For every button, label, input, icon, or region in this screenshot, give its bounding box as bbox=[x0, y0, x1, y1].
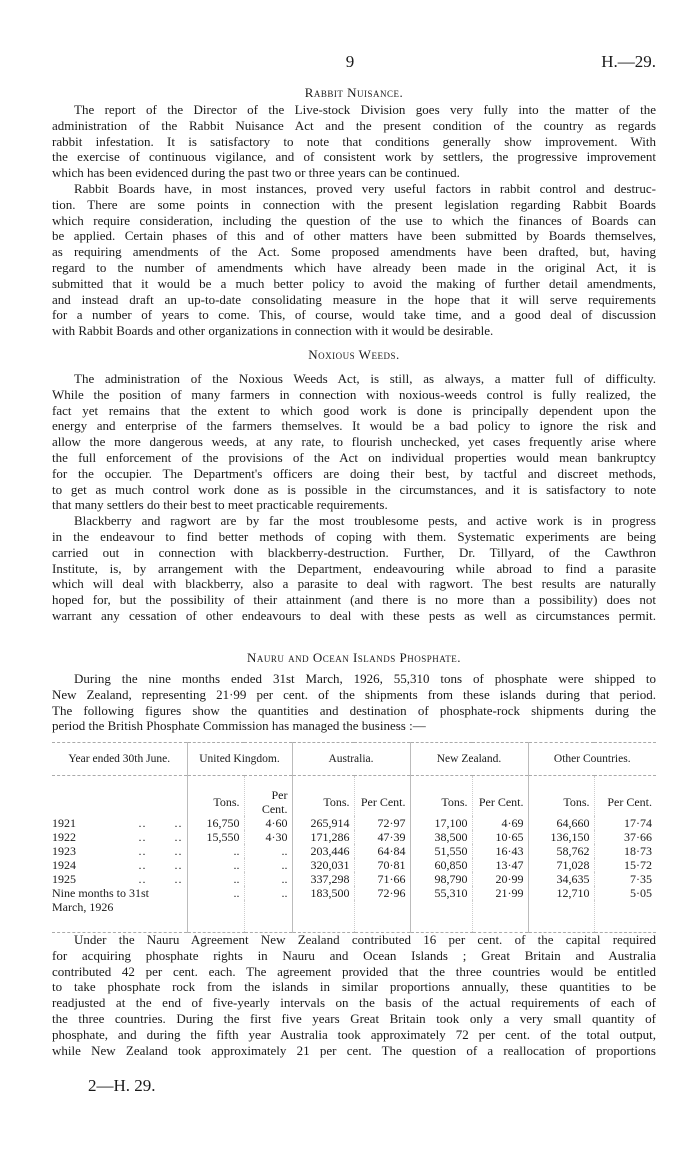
unit-label-percent: Per Cent. bbox=[244, 776, 292, 817]
paragraph bbox=[52, 102, 656, 181]
year-cell bbox=[52, 872, 187, 886]
text-line: and instead draft an up-to-date consolidating measure in the hope that it will serve requirements bbox=[52, 291, 656, 307]
unit-label-percent: Per Cent. bbox=[354, 776, 410, 817]
footer-reference: 2—H. 29. bbox=[88, 1076, 156, 1095]
year-label: 1922 bbox=[52, 830, 76, 844]
text-line: which will deal with blackberry, also a parasite to deal with ragwort. The best results are naturally bbox=[52, 576, 656, 592]
percent-cell: 4·69 bbox=[472, 816, 528, 830]
section-heading-rabbit-nuisance: Rabbit Nuisance. bbox=[304, 85, 404, 100]
tons-cell: 58,762 bbox=[528, 844, 594, 858]
column-header-australia: Australia. bbox=[292, 743, 410, 776]
table-row bbox=[52, 844, 656, 858]
text-line: fact yet remains that the extent to which good work is done is principally dependent upon the bbox=[52, 402, 656, 418]
table-row bbox=[52, 858, 656, 872]
unit-label-percent: Per Cent. bbox=[594, 776, 656, 817]
percent-cell: .. bbox=[244, 886, 292, 900]
text-line: Rabbit Boards have, in most instances, proved very useful factors in rabbit control and destruc- bbox=[74, 180, 656, 196]
percent-cell: 4·30 bbox=[244, 830, 292, 844]
text-line: The report of the Director of the Live-stock Division goes very fully into the matter of the bbox=[74, 102, 656, 117]
table-row bbox=[52, 872, 656, 886]
text-line: tion. There are some points in connection with the present legislation regarding Rabbit Boards bbox=[52, 196, 656, 212]
percent-cell: .. bbox=[244, 858, 292, 872]
text-line: New Zealand, representing 21·99 per cent. of the shipments from these islands during that period. bbox=[52, 686, 656, 702]
text-line: allow the more dangerous weeds, at any rate, to flourish unchecked, yet cases frequently arise where bbox=[52, 434, 656, 450]
tons-cell: 337,298 bbox=[292, 872, 354, 886]
text-line: period the British Phosphate Commission has managed the business :— bbox=[52, 718, 426, 734]
text-line: the three countries. During the first five years Great Britain took only a very small quantity of bbox=[52, 1010, 656, 1026]
section-body-noxious-weeds bbox=[52, 371, 656, 624]
tons-cell: 71,028 bbox=[528, 858, 594, 872]
leader-dots: .. .. bbox=[138, 830, 183, 844]
column-header-other-countries: Other Countries. bbox=[528, 743, 656, 776]
text-line: The administration of the Noxious Weeds Act, is still, as always, a matter full of difficulty. bbox=[74, 371, 656, 386]
paragraph bbox=[52, 371, 656, 513]
tons-cell: 320,031 bbox=[292, 858, 354, 872]
text-line: administration of the Rabbit Nuisance Act and the present condition of the country as regards bbox=[52, 117, 656, 133]
percent-cell: 17·74 bbox=[594, 816, 656, 830]
leader-dots: .. .. bbox=[138, 872, 183, 886]
tons-cell: 60,850 bbox=[410, 858, 472, 872]
empty-cell bbox=[594, 900, 656, 933]
table-header-row bbox=[52, 743, 656, 776]
text-line: Under the Nauru Agreement New Zealand contributed 16 per cent. of the capital required bbox=[74, 932, 656, 947]
text-line: the full enforcement of the provisions of the Act on individual properties would mean bankruptcy bbox=[52, 449, 656, 465]
tons-cell: 203,446 bbox=[292, 844, 354, 858]
percent-cell: 70·81 bbox=[354, 858, 410, 872]
text-line: the exercise of continuous vigilance, and of consistent work by settlers, the progressive improvement bbox=[52, 149, 656, 165]
percent-cell: .. bbox=[244, 844, 292, 858]
percent-cell: 64·84 bbox=[354, 844, 410, 858]
year-cell bbox=[52, 816, 187, 830]
percent-cell: 5·05 bbox=[594, 886, 656, 900]
table-row bbox=[52, 830, 656, 844]
paragraph bbox=[52, 932, 656, 1058]
empty-cell bbox=[244, 900, 292, 933]
percent-cell: 21·99 bbox=[472, 886, 528, 900]
tons-cell: 98,790 bbox=[410, 872, 472, 886]
percent-cell: 71·66 bbox=[354, 872, 410, 886]
year-label: 1921 bbox=[52, 816, 76, 830]
document-reference: H.—29. bbox=[601, 52, 656, 71]
column-header-united-kingdom: United Kingdom. bbox=[187, 743, 292, 776]
paragraph bbox=[52, 181, 656, 339]
section-body-phosphate bbox=[52, 671, 656, 734]
empty-cell bbox=[410, 900, 472, 933]
text-line: readjusted at the end of five-yearly intervals on the basis of the actual requirements of each of bbox=[52, 995, 656, 1011]
text-line: contributed 42 per cent. each. The agreement provided that the three countries would be entitled bbox=[52, 963, 656, 979]
table-row-continuation bbox=[52, 900, 656, 933]
text-line: hoped for, but the possibility of their attainment (and there is no more than a possibility) does not bbox=[52, 592, 656, 608]
percent-cell: 15·72 bbox=[594, 858, 656, 872]
text-line: Institute, is, by arrangement with the Department, endeavouring while abroad to find a parasite bbox=[52, 560, 656, 576]
tons-cell: 12,710 bbox=[528, 886, 594, 900]
year-label: 1925 bbox=[52, 872, 76, 886]
text-line: During the nine months ended 31st March, 1926, 55,310 tons of phosphate were shipped to bbox=[74, 671, 656, 686]
percent-cell: 10·65 bbox=[472, 830, 528, 844]
text-line: which has been evidenced during the past two or three years can be continued. bbox=[52, 165, 460, 181]
column-header-new-zealand: New Zealand. bbox=[410, 743, 528, 776]
leader-dots: .. .. bbox=[138, 816, 183, 830]
units-row bbox=[52, 776, 656, 817]
unit-label-tons: Tons. bbox=[292, 776, 354, 817]
page-number: 9 bbox=[345, 52, 355, 71]
empty-cell bbox=[472, 900, 528, 933]
tons-cell: 17,100 bbox=[410, 816, 472, 830]
table-row bbox=[52, 816, 656, 830]
paragraph bbox=[52, 671, 656, 734]
tons-cell: .. bbox=[187, 858, 244, 872]
table-row bbox=[52, 886, 656, 900]
text-line: warrant any cessation of other endeavours to deal with these pests as well as circumstances permit. bbox=[52, 607, 656, 623]
percent-cell: 72·97 bbox=[354, 816, 410, 830]
text-line: as requiring amendments of the Act. Some proposed amendments have been drafted, but, having bbox=[52, 244, 656, 260]
tons-cell: 15,550 bbox=[187, 830, 244, 844]
percent-cell: 13·47 bbox=[472, 858, 528, 872]
percent-cell: 7·35 bbox=[594, 872, 656, 886]
text-line: regard to the number of amendments which have already been made in the original Act, it is bbox=[52, 259, 656, 275]
text-line: for the occupier. The Department's officers are doing their best, by tactful and discreet methods, bbox=[52, 465, 656, 481]
percent-cell: 16·43 bbox=[472, 844, 528, 858]
empty-cell bbox=[528, 900, 594, 933]
leader-dots: .. .. bbox=[138, 858, 183, 872]
tons-cell: 171,286 bbox=[292, 830, 354, 844]
text-line: for a number of years to come. This, of course, would take time, and a good deal of discussion bbox=[52, 307, 656, 323]
tons-cell: 34,635 bbox=[528, 872, 594, 886]
tons-cell: 136,150 bbox=[528, 830, 594, 844]
text-line: with Rabbit Boards and other organizations in connection with it would be desirable. bbox=[52, 323, 494, 339]
tons-cell: 265,914 bbox=[292, 816, 354, 830]
tons-cell: 64,660 bbox=[528, 816, 594, 830]
text-line: phosphate, and during the fifth year Australia took approximately 72 per cent. of the total output, bbox=[52, 1026, 656, 1042]
leader-dots: .. .. bbox=[138, 844, 183, 858]
year-cell bbox=[52, 858, 187, 872]
text-line: to get as much control work done as is possible in the circumstances, and it is satisfactory to note bbox=[52, 481, 656, 497]
text-line: energy and enterprise of the farmers themselves. It would be a bad policy to ignore the risk and bbox=[52, 418, 656, 434]
tons-cell: 183,500 bbox=[292, 886, 354, 900]
empty-cell bbox=[292, 900, 354, 933]
year-cell bbox=[52, 830, 187, 844]
text-line: Blackberry and ragwort are by far the most troublesome pests, and active work is in progress bbox=[74, 513, 656, 529]
text-line: that many settlers do their best to meet practicable requirements. bbox=[52, 497, 388, 513]
text-line: The following figures show the quantities and destination of phosphate-rock shipments during the bbox=[52, 702, 656, 718]
percent-cell: 72·96 bbox=[354, 886, 410, 900]
tons-cell: 51,550 bbox=[410, 844, 472, 858]
unit-label-tons: Tons. bbox=[528, 776, 594, 817]
percent-cell: 20·99 bbox=[472, 872, 528, 886]
unit-label-percent: Per Cent. bbox=[472, 776, 528, 817]
text-line: to take phosphate rock from the islands in similar proportions annually, these quantities to be bbox=[52, 979, 656, 995]
percent-cell: 37·66 bbox=[594, 830, 656, 844]
percent-cell: 4·60 bbox=[244, 816, 292, 830]
text-line: carried out in connection with blackberry-destruction. Further, Dr. Tillyard, of the Cawthron bbox=[52, 544, 656, 560]
text-line: for acquiring phosphate rights in Nauru and Ocean Islands ; Great Britain and Australia bbox=[52, 947, 656, 963]
tons-cell: .. bbox=[187, 844, 244, 858]
text-line: submitted that it would be a much better policy to avoid the making of further detail amendments, bbox=[52, 275, 656, 291]
section-body-nauru-agreement bbox=[52, 932, 656, 1058]
year-cell bbox=[52, 886, 187, 900]
text-line: while New Zealand took approximately 21 per cent. The question of a reallocation of proportions bbox=[52, 1042, 656, 1058]
tons-cell: 38,500 bbox=[410, 830, 472, 844]
text-line: in the endeavour to find better methods of coping with them. Systematic experiments are being bbox=[52, 528, 656, 544]
text-line: which require consideration, including the question of the use to which the finances of Boards can bbox=[52, 212, 656, 228]
year-label: 1924 bbox=[52, 858, 76, 872]
tons-cell: .. bbox=[187, 886, 244, 900]
phosphate-shipments-table bbox=[52, 742, 656, 933]
unit-label-tons: Tons. bbox=[187, 776, 244, 817]
year-label: 1923 bbox=[52, 844, 76, 858]
empty-cell bbox=[187, 900, 244, 933]
text-line: rabbit infestation. It is satisfactory to note that conditions generally show improvement. With bbox=[52, 133, 656, 149]
section-heading-noxious-weeds: Noxious Weeds. bbox=[308, 347, 400, 362]
tons-cell: 16,750 bbox=[187, 816, 244, 830]
units-spacer bbox=[52, 776, 187, 817]
percent-cell: 47·39 bbox=[354, 830, 410, 844]
year-label: Nine months to 31st bbox=[52, 886, 150, 900]
tons-cell: 55,310 bbox=[410, 886, 472, 900]
section-heading-phosphate: Nauru and Ocean Islands Phosphate. bbox=[246, 650, 462, 665]
paragraph bbox=[52, 513, 656, 624]
percent-cell: 18·73 bbox=[594, 844, 656, 858]
year-cell bbox=[52, 844, 187, 858]
column-header-year: Year ended 30th June. bbox=[52, 743, 187, 776]
empty-cell bbox=[354, 900, 410, 933]
section-body-rabbit-nuisance bbox=[52, 102, 656, 339]
tons-cell: .. bbox=[187, 872, 244, 886]
text-line: be applied. Certain phases of this and of other matters have been submitted by Boards themselves, bbox=[52, 228, 656, 244]
year-label-continuation: March, 1926 bbox=[52, 900, 187, 933]
percent-cell: .. bbox=[244, 872, 292, 886]
text-line: While the position of many farmers in connection with noxious-weeds control is fully realized, the bbox=[52, 386, 656, 402]
unit-label-tons: Tons. bbox=[410, 776, 472, 817]
